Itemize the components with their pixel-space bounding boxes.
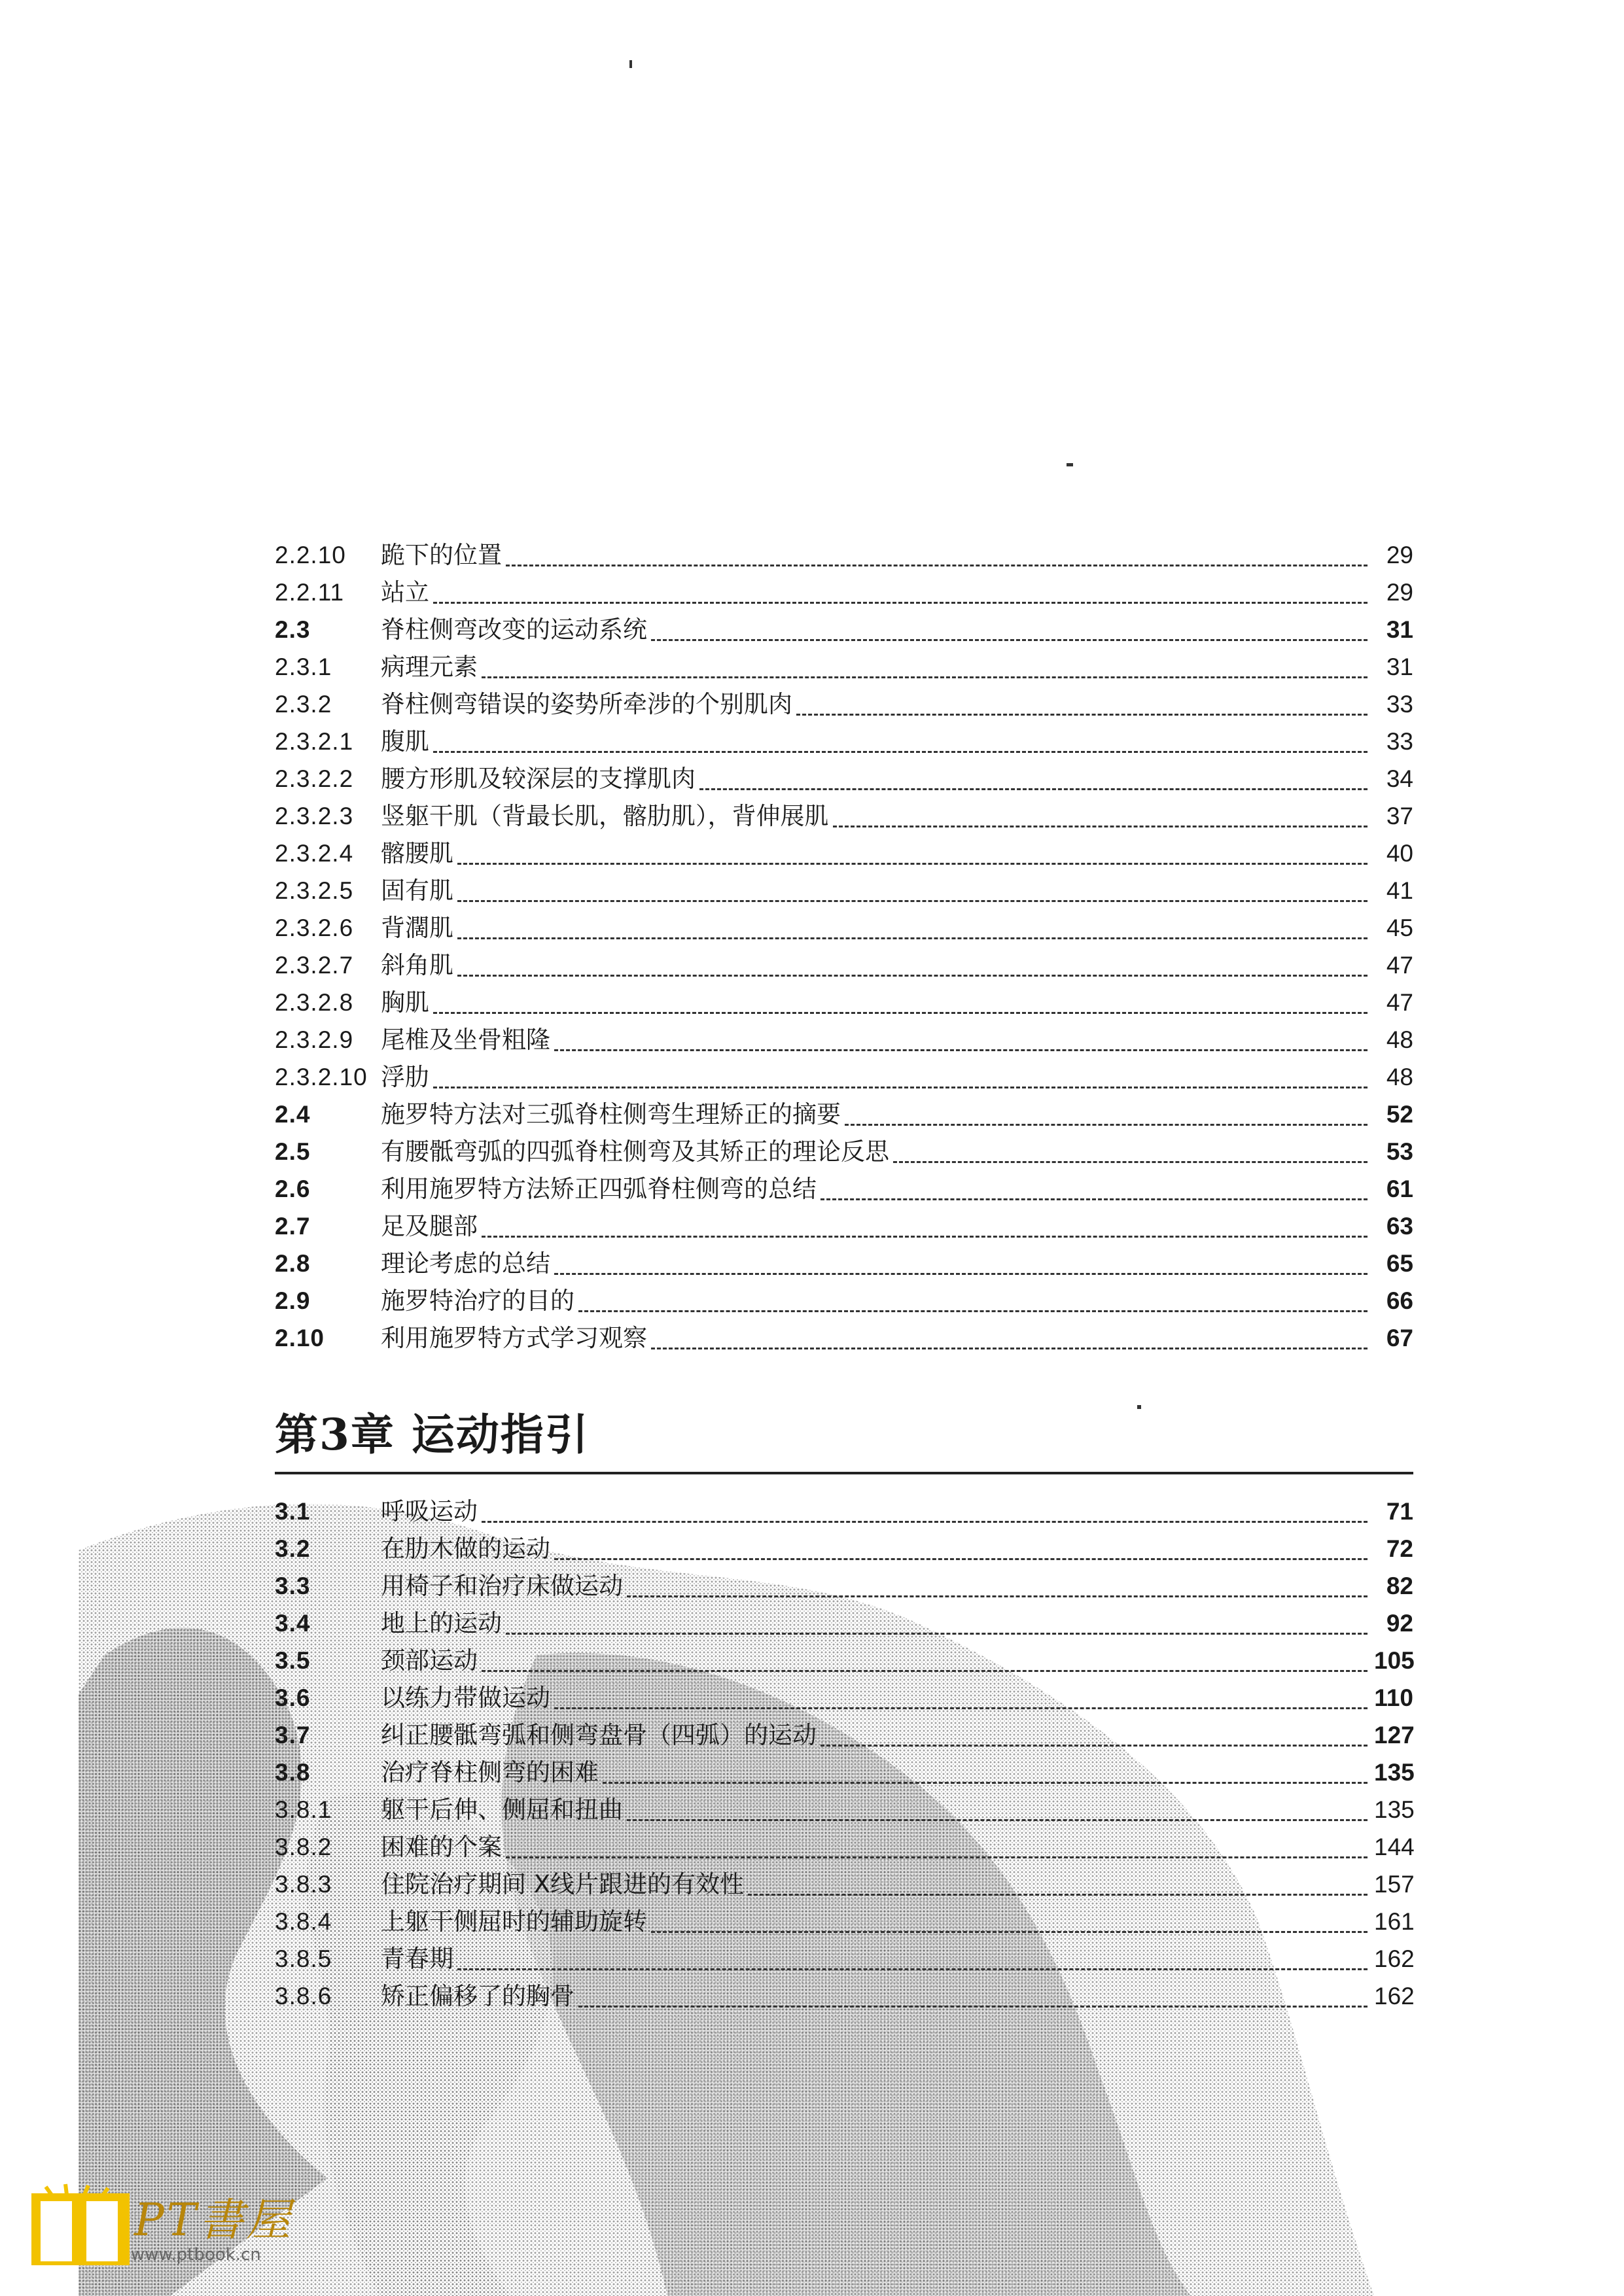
toc-entry-number: 2.8 xyxy=(275,1250,311,1277)
toc-dot-leader xyxy=(603,1782,1368,1784)
toc-entry-title: 利用施罗特方式学习观察 xyxy=(381,1324,647,1352)
toc-entry-title: 治疗脊柱侧弯的困难 xyxy=(381,1758,599,1786)
toc-entry xyxy=(275,720,1413,757)
toc-entry-number: 2.9 xyxy=(275,1287,311,1314)
toc-dot-leader xyxy=(554,1273,1368,1275)
toc-entry xyxy=(275,570,1413,608)
toc-entry-number: 3.8.6 xyxy=(275,1983,332,2009)
chapter-3-heading: 第3章 运动指引 xyxy=(275,1409,590,1460)
toc-entry-page: 29 xyxy=(1386,542,1413,568)
toc-entry-page: 48 xyxy=(1386,1064,1413,1090)
toc-entry-page: 135 xyxy=(1374,1759,1415,1786)
toc-entry-number: 2.3.2.7 xyxy=(275,952,354,979)
toc-entry-title: 背濶肌 xyxy=(381,914,453,942)
toc-entry-number: 3.8.3 xyxy=(275,1871,332,1898)
toc-entry xyxy=(275,757,1413,794)
toc-entry-number: 3.3 xyxy=(275,1573,311,1599)
toc-entry-title: 斜角肌 xyxy=(381,951,453,979)
toc-entry xyxy=(275,981,1413,1018)
toc-entry-number: 2.3.2.4 xyxy=(275,840,354,867)
toc-entry-title: 用椅子和治疗床做运动 xyxy=(381,1572,623,1600)
toc-entry xyxy=(275,869,1413,906)
toc-dot-leader xyxy=(433,1012,1368,1014)
toc-entry-page: 162 xyxy=(1374,1945,1415,1972)
toc-entry-number: 2.4 xyxy=(275,1101,311,1128)
toc-entry xyxy=(275,533,1413,570)
toc-dot-leader xyxy=(482,1236,1368,1238)
toc-entry-number: 2.10 xyxy=(275,1325,325,1351)
toc-dot-leader xyxy=(506,565,1368,566)
toc-dot-leader xyxy=(482,1521,1368,1523)
toc-dot-leader xyxy=(554,1049,1368,1051)
toc-entry xyxy=(275,1862,1413,1900)
toc-entry-page: 31 xyxy=(1386,653,1413,680)
toc-entry-page: 161 xyxy=(1374,1908,1415,1935)
toc-entry-number: 3.5 xyxy=(275,1647,311,1674)
toc-entry xyxy=(275,1788,1413,1825)
toc-entry-title: 足及腿部 xyxy=(381,1212,478,1240)
toc-dot-leader xyxy=(651,1348,1368,1349)
toc-entry xyxy=(275,1713,1413,1750)
toc-dot-leader xyxy=(833,826,1368,827)
scan-speck xyxy=(629,60,632,68)
toc-entry xyxy=(275,1316,1413,1353)
toc-dot-leader xyxy=(651,639,1368,641)
toc-entry-title: 矫正偏移了的胸骨 xyxy=(381,1982,574,2010)
toc-entry-title: 有腰骶弯弧的四弧脊柱侧弯及其矫正的理论反思 xyxy=(381,1138,889,1166)
toc-dot-leader xyxy=(796,714,1368,716)
toc-entry-title: 浮肋 xyxy=(381,1063,429,1091)
toc-entry-page: 63 xyxy=(1386,1213,1413,1240)
toc-dot-leader xyxy=(433,751,1368,753)
toc-dot-leader xyxy=(578,2006,1368,2008)
toc-entry-number: 3.1 xyxy=(275,1498,311,1525)
toc-entry-title: 青春期 xyxy=(381,1945,453,1973)
toc-entry-title: 困难的个案 xyxy=(381,1833,502,1861)
toc-entry xyxy=(275,1825,1413,1862)
toc-entry-page: 127 xyxy=(1374,1722,1415,1748)
toc-entry xyxy=(275,1639,1413,1676)
toc-entry-number: 3.7 xyxy=(275,1722,311,1748)
toc-entry-page: 31 xyxy=(1386,616,1413,643)
toc-entry-page: 71 xyxy=(1386,1498,1413,1525)
toc-entry xyxy=(275,682,1413,720)
toc-dot-leader xyxy=(748,1894,1368,1896)
toc-entry-page: 33 xyxy=(1386,691,1413,718)
toc-entry-title: 胸肌 xyxy=(381,988,429,1017)
toc-entry xyxy=(275,1167,1413,1204)
toc-entry xyxy=(275,1527,1413,1564)
toc-entry-title: 固有肌 xyxy=(381,877,453,905)
toc-entry-number: 3.8.2 xyxy=(275,1834,332,1860)
toc-dot-leader xyxy=(457,937,1368,939)
toc-entry-number: 3.4 xyxy=(275,1610,311,1637)
toc-entry xyxy=(275,1937,1413,1974)
toc-entry-page: 162 xyxy=(1374,1983,1415,2009)
toc-entry-title: 地上的运动 xyxy=(381,1609,502,1637)
toc-section-2 xyxy=(275,533,1413,1353)
toc-entry-page: 92 xyxy=(1386,1610,1413,1637)
toc-entry-page: 34 xyxy=(1386,765,1413,792)
toc-entry xyxy=(275,1750,1413,1788)
toc-entry-number: 2.3.1 xyxy=(275,653,332,680)
toc-entry-page: 144 xyxy=(1374,1834,1415,1860)
toc-entry-title: 跪下的位置 xyxy=(381,541,502,569)
toc-entry xyxy=(275,1130,1413,1167)
toc-entry-number: 2.3.2 xyxy=(275,691,332,718)
toc-entry-page: 135 xyxy=(1374,1796,1415,1823)
toc-entry-number: 2.2.11 xyxy=(275,579,345,606)
toc-entry-page: 65 xyxy=(1386,1250,1413,1277)
toc-entry-title: 脊柱侧弯错误的姿势所牵涉的个别肌肉 xyxy=(381,690,792,718)
toc-entry-title: 以练力带做运动 xyxy=(381,1684,550,1712)
toc-entry-page: 37 xyxy=(1386,803,1413,829)
toc-dot-leader xyxy=(457,1968,1368,1970)
toc-entry-title: 住院治疗期间 X线片跟进的有效性 xyxy=(381,1870,745,1898)
toc-dot-leader xyxy=(554,1558,1368,1560)
toc-entry-number: 2.5 xyxy=(275,1138,311,1165)
toc-entry xyxy=(275,1900,1413,1937)
toc-entry-title: 施罗特方法对三弧脊柱侧弯生理矫正的摘要 xyxy=(381,1100,841,1128)
toc-dot-leader xyxy=(506,1633,1368,1635)
toc-entry-title: 呼吸运动 xyxy=(381,1497,478,1525)
toc-entry-page: 52 xyxy=(1386,1101,1413,1128)
toc-dot-leader xyxy=(457,975,1368,977)
toc-entry-title: 躯干后伸、侧屈和扭曲 xyxy=(381,1796,623,1824)
toc-dot-leader xyxy=(457,900,1368,902)
toc-entry-title: 上躯干侧屈时的辅助旋转 xyxy=(381,1907,647,1936)
toc-dot-leader xyxy=(699,788,1368,790)
toc-dot-leader xyxy=(821,1198,1368,1200)
toc-entry-title: 竖躯干肌（背最长肌，髂肋肌），背伸展肌 xyxy=(381,802,829,830)
toc-chapter-3 xyxy=(275,1489,1413,2011)
toc-entry xyxy=(275,645,1413,682)
toc-entry-title: 腰方形肌及较深层的支撑肌肉 xyxy=(381,765,696,793)
toc-dot-leader xyxy=(506,1856,1368,1858)
toc-entry-title: 在肋木做的运动 xyxy=(381,1535,550,1563)
toc-dot-leader xyxy=(821,1745,1368,1747)
toc-entry-number: 3.8.1 xyxy=(275,1796,332,1823)
toc-entry-number: 2.3.2.1 xyxy=(275,728,354,755)
watermark-logo-text: PT書屋 xyxy=(134,2195,294,2246)
toc-entry-title: 尾椎及坐骨粗隆 xyxy=(381,1026,550,1054)
toc-entry-number: 2.3 xyxy=(275,616,311,643)
toc-entry-page: 105 xyxy=(1374,1647,1415,1674)
toc-entry-page: 48 xyxy=(1386,1026,1413,1053)
toc-entry-page: 72 xyxy=(1386,1535,1413,1562)
toc-entry xyxy=(275,1676,1413,1713)
toc-entry-number: 3.8.4 xyxy=(275,1908,332,1935)
toc-entry-number: 2.3.2.2 xyxy=(275,765,354,792)
toc-entry-page: 82 xyxy=(1386,1573,1413,1599)
toc-entry-page: 41 xyxy=(1386,877,1413,904)
toc-entry-number: 2.3.2.6 xyxy=(275,914,354,941)
toc-dot-leader xyxy=(845,1124,1368,1126)
toc-entry-number: 2.7 xyxy=(275,1213,311,1240)
toc-dot-leader xyxy=(627,1595,1368,1597)
toc-entry-page: 53 xyxy=(1386,1138,1413,1165)
toc-entry-page: 47 xyxy=(1386,952,1413,979)
toc-entry-title: 站立 xyxy=(381,578,429,606)
toc-entry-title: 施罗特治疗的目的 xyxy=(381,1287,574,1315)
toc-dot-leader xyxy=(893,1161,1368,1163)
toc-entry-page: 67 xyxy=(1386,1325,1413,1351)
toc-dot-leader xyxy=(482,1670,1368,1672)
scan-speck xyxy=(1067,463,1073,466)
toc-dot-leader xyxy=(651,1931,1368,1933)
chapter-divider xyxy=(275,1472,1413,1474)
toc-entry-number: 2.3.2.9 xyxy=(275,1026,354,1053)
toc-dot-leader xyxy=(433,602,1368,604)
toc-entry-title: 病理元素 xyxy=(381,653,478,681)
toc-entry xyxy=(275,1279,1413,1316)
toc-entry xyxy=(275,1018,1413,1055)
toc-entry xyxy=(275,1204,1413,1242)
toc-dot-leader xyxy=(627,1819,1368,1821)
toc-entry-page: 33 xyxy=(1386,728,1413,755)
toc-entry-number: 2.3.2.10 xyxy=(275,1064,368,1090)
toc-entry-number: 2.3.2.3 xyxy=(275,803,354,829)
toc-entry-title: 纠正腰骶弯弧和侧弯盘骨（四弧）的运动 xyxy=(381,1721,817,1749)
toc-entry-page: 40 xyxy=(1386,840,1413,867)
toc-dot-leader xyxy=(433,1087,1368,1088)
toc-entry xyxy=(275,1242,1413,1279)
toc-entry-number: 2.6 xyxy=(275,1175,311,1202)
toc-entry-number: 2.3.2.8 xyxy=(275,989,354,1016)
toc-entry xyxy=(275,1974,1413,2011)
toc-entry xyxy=(275,831,1413,869)
watermark-url: www.ptbook.cn xyxy=(131,2245,261,2265)
toc-entry xyxy=(275,1055,1413,1092)
toc-entry-title: 髂腰肌 xyxy=(381,839,453,867)
toc-entry-number: 2.3.2.5 xyxy=(275,877,354,904)
toc-entry xyxy=(275,1564,1413,1601)
toc-entry-page: 45 xyxy=(1386,914,1413,941)
toc-entry-page: 29 xyxy=(1386,579,1413,606)
toc-entry-page: 157 xyxy=(1374,1871,1415,1898)
toc-dot-leader xyxy=(554,1707,1368,1709)
toc-entry xyxy=(275,794,1413,831)
toc-entry-number: 3.6 xyxy=(275,1684,311,1711)
toc-entry xyxy=(275,608,1413,645)
toc-entry xyxy=(275,1489,1413,1527)
toc-entry-title: 理论考虑的总结 xyxy=(381,1249,550,1278)
toc-entry-number: 3.8.5 xyxy=(275,1945,332,1972)
toc-entry xyxy=(275,906,1413,943)
toc-entry-title: 利用施罗特方法矫正四弧脊柱侧弯的总结 xyxy=(381,1175,817,1203)
toc-entry-number: 2.2.10 xyxy=(275,542,346,568)
toc-entry-page: 110 xyxy=(1374,1684,1413,1711)
toc-dot-leader xyxy=(457,863,1368,865)
toc-entry-title: 腹肌 xyxy=(381,727,429,756)
toc-entry-page: 47 xyxy=(1386,989,1413,1016)
toc-dot-leader xyxy=(578,1310,1368,1312)
toc-entry xyxy=(275,943,1413,981)
toc-entry-title: 颈部运动 xyxy=(381,1646,478,1675)
toc-entry-number: 3.8 xyxy=(275,1759,311,1786)
toc-entry-page: 61 xyxy=(1386,1175,1413,1202)
toc-entry-page: 66 xyxy=(1386,1287,1413,1314)
toc-entry xyxy=(275,1092,1413,1130)
toc-dot-leader xyxy=(482,676,1368,678)
toc-entry xyxy=(275,1601,1413,1639)
toc-entry-title: 脊柱侧弯改变的运动系统 xyxy=(381,616,647,644)
toc-entry-number: 3.2 xyxy=(275,1535,311,1562)
